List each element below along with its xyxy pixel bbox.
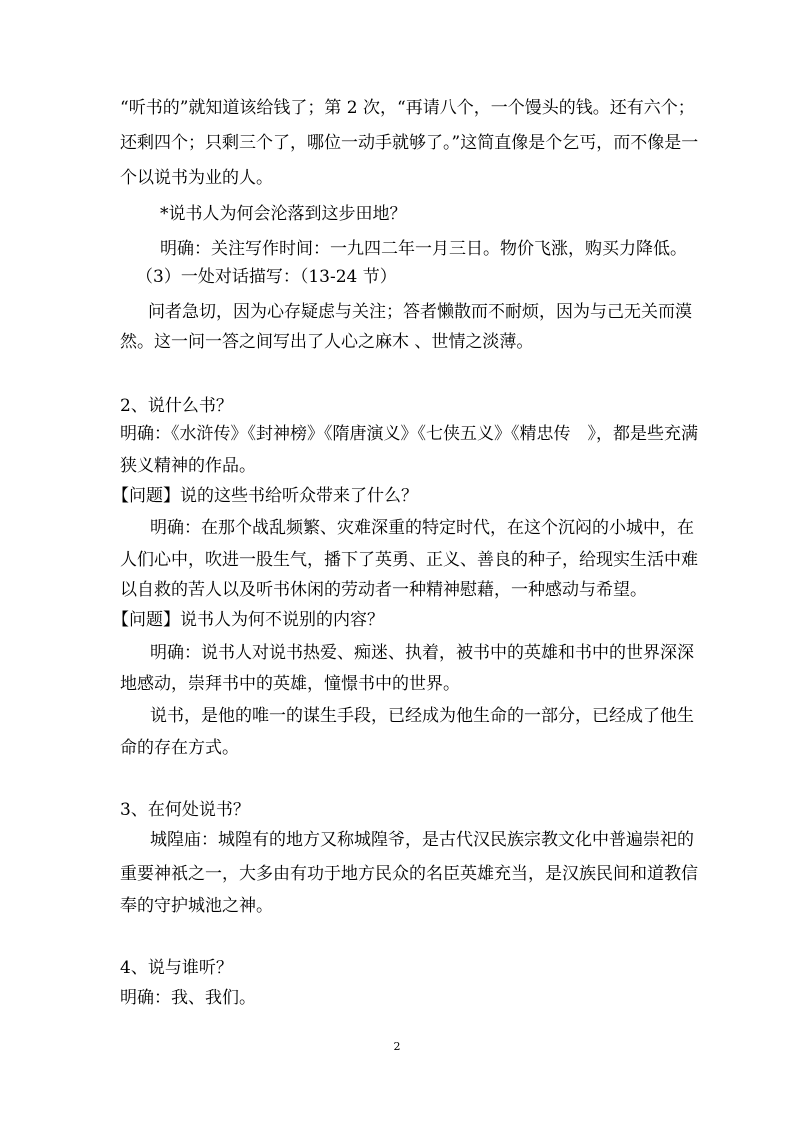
text-line: 命的存在方式。 xyxy=(120,738,239,758)
text-line: 3、在何处说书？ xyxy=(120,800,250,820)
text-line: 还剩四个；只剩三个了，哪位一动手就够了。”这简直像是个乞丐，而不像是一 xyxy=(120,133,699,153)
text-line: 地感动，崇拜书中的英雄，憧憬书中的世界。 xyxy=(120,674,460,694)
text-line: *说书人为何会沦落到这步田地？ xyxy=(160,204,407,224)
text-line: 奉的守护城池之神。 xyxy=(120,896,273,916)
text-line: 2、说什么书？ xyxy=(120,396,233,416)
text-line: 说书，是他的唯一的谋生手段，已经成为他生命的一部分，已经成了他生 xyxy=(150,706,694,726)
text-line: 【问题】说的这些书给听众带来了什么？ xyxy=(112,486,418,506)
text-line: 然。这一问一答之间写出了人心之麻木 、世情之淡薄。 xyxy=(120,332,534,352)
text-line: 人们心中，吹进一股生气，播下了英勇、正义、善良的种子，给现实生活中难 xyxy=(120,550,698,570)
text-line: 4、说与谁听？ xyxy=(120,958,233,978)
text-line: 明确：我、我们。 xyxy=(120,988,256,1008)
text-line: 个以说书为业的人。 xyxy=(120,168,273,188)
text-line: 问者急切，因为心存疑虑与关注；答者懒散而不耐烦，因为与己无关而漠 xyxy=(148,302,692,322)
text-line: （3）一处对话描写：（13-24 节） xyxy=(136,267,397,287)
text-line: 明确：在那个战乱频繁、灾难深重的特定时代，在这个沉闷的小城中，在 xyxy=(150,518,694,538)
page-number: 2 xyxy=(393,1040,401,1053)
text-line: 明确：关注写作时间：一九四二年一月三日。物价飞涨，购买力降低。 xyxy=(160,239,687,259)
text-line: 明确：《水浒传》《封神榜》《隋唐演义》《七侠五义》《精忠传 》，都是些充满 xyxy=(120,424,698,444)
text-line: 狭义精神的作品。 xyxy=(120,456,256,476)
text-line: 城隍庙：城隍有的地方又称城隍爷，是古代汉民族宗教文化中普遍崇祀的 xyxy=(150,830,694,850)
text-line: 以自救的苦人以及听书休闲的劳动者一种精神慰藉，一种感动与希望。 xyxy=(120,580,647,600)
text-line: 重要神祇之一，大多由有功于地方民众的名臣英雄充当，是汉族民间和道教信 xyxy=(120,864,698,884)
text-line: “听书的”就知道该给钱了；第 2 次，“再请八个，一个馒头的钱。还有六个； xyxy=(120,98,695,118)
text-line: 明确：说书人对说书热爱、痴迷、执着，被书中的英雄和书中的世界深深 xyxy=(150,643,694,663)
text-line: 【问题】说书人为何不说别的内容？ xyxy=(112,610,384,630)
